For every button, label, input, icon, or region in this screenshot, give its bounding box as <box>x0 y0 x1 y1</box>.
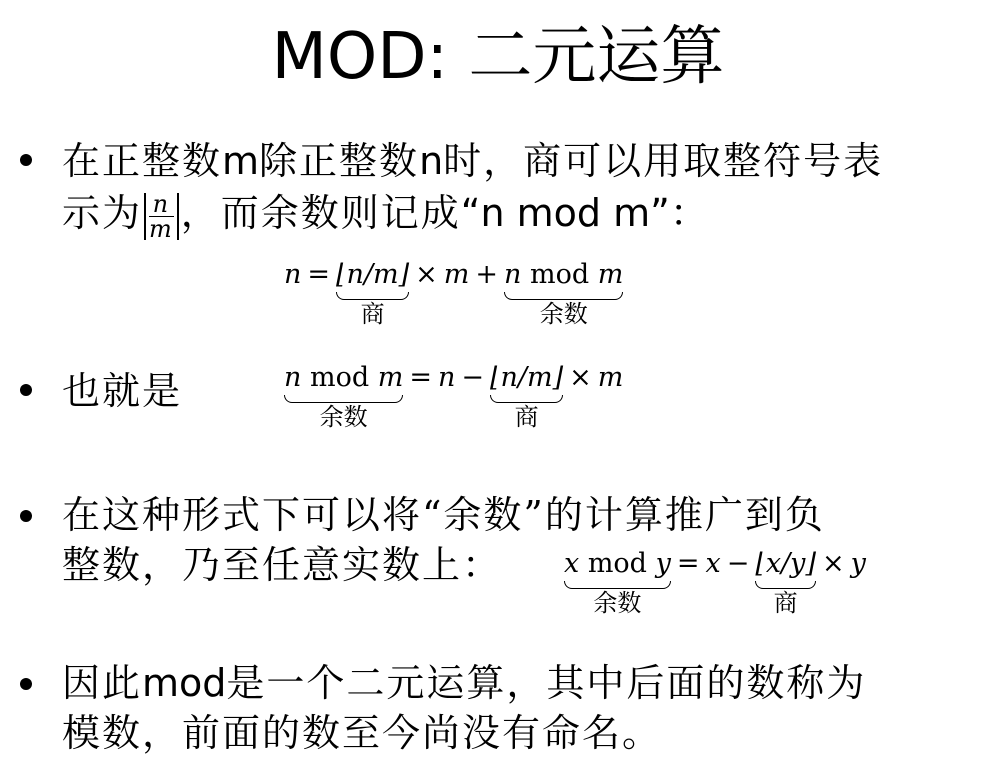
formula-1 <box>284 259 623 328</box>
underbrace <box>336 292 409 300</box>
bullet4-line1 <box>62 658 866 708</box>
underbrace <box>284 395 403 403</box>
formula2-m: m <box>597 362 624 393</box>
formula2-times: × <box>569 362 592 393</box>
formula3-mod-x: x <box>564 548 580 579</box>
bullet1-text-e: ，而余数则记成 <box>180 191 461 235</box>
bullet4-text-a: 因此 <box>62 661 143 705</box>
formula2-floor: ⌊n/m⌋ <box>489 362 564 393</box>
bullet1-text-f: ： <box>669 191 710 235</box>
formula-3 <box>564 548 866 617</box>
formula1-mod-group <box>504 259 623 328</box>
formula3-x: x <box>705 548 721 579</box>
bullet-dot-2 <box>20 384 32 396</box>
bullet4-line2: 模数，前面的数至今尚没有命名。 <box>62 711 663 755</box>
bullet-dot-4 <box>20 678 32 690</box>
formula3-minus: − <box>726 548 750 579</box>
formula1-m: m <box>443 259 470 290</box>
floor-fraction <box>144 190 179 243</box>
underbrace <box>490 395 563 403</box>
formula1-mod-m: m <box>597 259 624 290</box>
bullet1-text-d: 示为 <box>62 191 143 235</box>
formula2-mod-m: m <box>377 362 404 393</box>
formula3-floor: ⌊x/y⌋ <box>755 548 816 579</box>
formula1-plus: + <box>475 259 499 290</box>
formula2-mod-word: mod <box>309 362 370 393</box>
formula2-eq: = <box>409 362 432 393</box>
fraction-denominator: m <box>149 215 174 243</box>
formula1-eq: = <box>307 259 331 290</box>
bullet1-n: n <box>419 139 444 183</box>
bullet1-text-a: 在正整数 <box>62 139 223 183</box>
formula3-eq: = <box>676 548 700 579</box>
formula2-n: n <box>437 362 456 393</box>
bullet1-text-b: 除正整数 <box>259 139 420 183</box>
formula1-lhs: n <box>284 259 302 290</box>
formula3-mod-label: 余数 <box>593 589 642 617</box>
formula2-floor-label: 商 <box>514 403 539 431</box>
formula1-times: × <box>415 259 438 290</box>
formula3-mod-y: y <box>655 548 671 579</box>
bullet3-line2: 整数，乃至任意实数上： <box>62 543 503 587</box>
formula1-mod-n: n <box>504 259 522 290</box>
bullet-dot-1 <box>20 154 32 166</box>
bullet1-m: m <box>222 139 260 183</box>
bullet1-line2 <box>62 188 710 243</box>
bullet1-line1 <box>62 136 883 186</box>
formula3-floor-group <box>755 548 816 617</box>
bullet1-text-c: 时，商可以用取整符号表 <box>443 139 884 183</box>
formula1-mod-label: 余数 <box>539 300 588 328</box>
formula3-y: y <box>850 548 866 579</box>
formula1-floor: ⌊n/m⌋ <box>336 259 410 290</box>
bullet1-quote: “n mod m” <box>460 191 670 235</box>
underbrace <box>504 292 623 300</box>
formula2-floor-group <box>490 362 563 431</box>
formula2-minus: − <box>461 362 484 393</box>
formula2-mod-n: n <box>284 362 302 393</box>
formula-2 <box>284 362 623 431</box>
bullet4-mod: mod <box>142 661 227 705</box>
underbrace <box>755 581 816 589</box>
formula1-floor-label: 商 <box>360 300 385 328</box>
fraction-numerator: n <box>152 190 171 218</box>
formula3-floor-label: 商 <box>773 589 798 617</box>
formula3-mod-group <box>564 548 671 617</box>
formula2-mod-label: 余数 <box>319 403 368 431</box>
bullet4-text-b: 是一个二元运算，其中后面的数称为 <box>226 661 867 705</box>
formula1-floor-group <box>336 259 409 328</box>
underbrace <box>564 581 671 589</box>
bullet3-line1: 在这种形式下可以将“余数”的计算推广到负 <box>62 493 825 537</box>
slide-title: MOD: 二元运算 <box>271 20 725 94</box>
formula3-times: × <box>821 548 845 579</box>
bullet-dot-3 <box>20 510 32 522</box>
bullet2-text: 也就是 <box>62 369 183 413</box>
formula2-mod-group <box>284 362 403 431</box>
formula1-mod-word: mod <box>530 259 590 290</box>
formula3-mod-word: mod <box>587 548 647 579</box>
